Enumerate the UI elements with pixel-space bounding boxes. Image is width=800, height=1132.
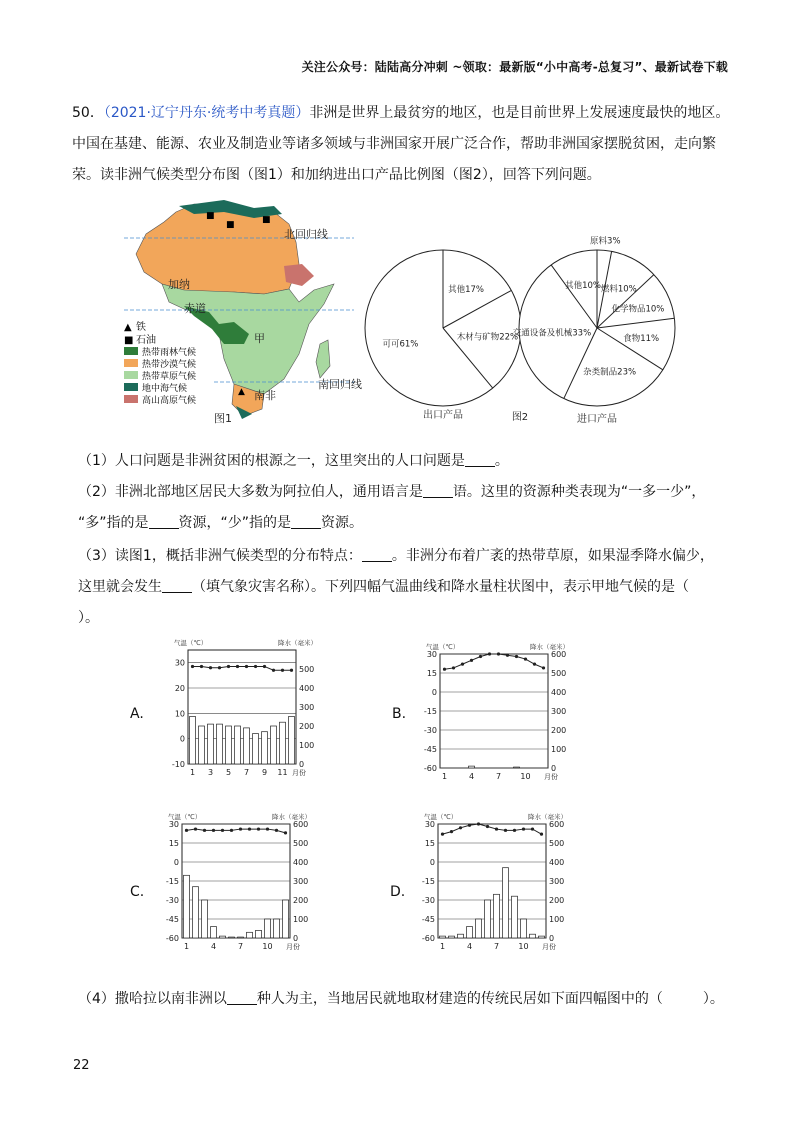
answer-blank[interactable]: [423, 483, 453, 498]
month-tick-label: 1: [441, 772, 448, 781]
precip-bar: [265, 919, 271, 938]
temp-tick-label: 0: [431, 688, 437, 697]
temp-point: [212, 829, 215, 832]
precip-bar: [202, 900, 208, 938]
precip-bar: [476, 919, 482, 938]
month-tick-label: 1: [189, 768, 196, 777]
month-tick-label: 11: [277, 768, 288, 777]
temp-tick-label: 0: [173, 858, 179, 867]
temp-tick-label: 15: [426, 669, 437, 678]
svg-text:热带草原气候: 热带草原气候: [142, 372, 197, 382]
climate-chart-c: [162, 810, 332, 960]
precip-bar: [271, 726, 277, 764]
temp-tick-label: -15: [423, 707, 437, 716]
month-tick-label: 1: [439, 942, 446, 951]
temp-point: [477, 822, 480, 825]
temp-tick-label: 0: [179, 734, 185, 744]
svg-text:热带沙漠气候: 热带沙漠气候: [142, 360, 197, 370]
label-equator: 赤道: [184, 302, 206, 315]
answer-blank[interactable]: [162, 578, 192, 593]
temp-point: [506, 654, 509, 657]
temp-point: [497, 652, 500, 655]
temp-tick-label: -30: [165, 896, 179, 905]
temp-point: [513, 829, 516, 832]
map-caption: 图1: [214, 412, 232, 425]
temp-point: [486, 825, 489, 828]
temp-point: [191, 665, 194, 668]
precip-tick-label: 600: [293, 820, 309, 829]
pie-slice-label: 杂类制品23%: [583, 367, 637, 378]
temp-point: [221, 829, 224, 832]
temp-tick-label: -30: [421, 896, 435, 905]
precip-bar: [530, 934, 536, 938]
sub-question-3: （3）读图1，概括非洲气候类型的分布特点： 。非洲分布着广袤的热带草原，如果湿季降水偏少， 这里就会发生 （填气象灾害名称）。下列四幅气温曲线和降水量柱状图中，表示甲地气候的是（ ）。: [78, 548, 714, 626]
precip-tick-label: 400: [551, 688, 567, 697]
temp-point: [450, 830, 453, 833]
precip-bar: [184, 875, 190, 938]
precip-bar: [289, 717, 295, 765]
temp-point: [281, 669, 284, 672]
precip-bar: [220, 936, 226, 938]
question-source: （2021·辽宁丹东·统考中考真题）: [103, 105, 310, 121]
pie-slice-label: 原料3%: [590, 236, 621, 247]
temp-point: [263, 665, 266, 668]
temp-tick-label: -15: [421, 877, 435, 886]
sub-question-4: （4）撒哈拉以南非洲以 种人为主，当地居民就地取材建造的传统民居如下面四幅图中的（ ）。: [78, 991, 724, 1007]
precip-bar: [467, 927, 473, 938]
temp-point: [515, 655, 518, 658]
precip-bar: [485, 900, 491, 938]
precip-bar: [521, 919, 527, 938]
label-south-tropic: 南回归线: [318, 378, 362, 391]
temp-point: [468, 824, 471, 827]
precip-tick-label: 600: [549, 820, 565, 829]
temp-tick-label: 10: [174, 709, 185, 719]
month-tick-label: 10: [518, 942, 529, 951]
svg-text:▲: ▲: [124, 322, 132, 333]
precip-bar: [199, 726, 205, 764]
temp-point: [239, 827, 242, 830]
sub-question-1: （1）人口问题是非洲贫困的根源之一，这里突出的人口问题是 。: [78, 453, 509, 469]
precip-tick-label: 0: [549, 934, 555, 943]
temp-tick-label: -45: [423, 745, 437, 754]
svg-text:高山高原气候: 高山高原气候: [142, 396, 197, 406]
precip-tick-label: 500: [293, 839, 309, 848]
temp-tick-label: 30: [424, 820, 435, 829]
temp-point: [266, 827, 269, 830]
temp-point: [470, 659, 473, 662]
svg-text:铁: 铁: [136, 322, 146, 333]
temp-tick-label: -60: [423, 764, 437, 773]
month-axis-label: 月份: [286, 943, 300, 951]
temp-curve: [187, 829, 286, 833]
precip-bar: [217, 724, 223, 764]
precip-bar: [256, 930, 262, 938]
temp-tick-label: -15: [165, 877, 179, 886]
month-tick-label: 7: [237, 942, 244, 951]
pie-slice-label: 化学物品10%: [611, 304, 665, 315]
temp-tick-label: 15: [168, 839, 179, 848]
temp-point: [533, 663, 536, 666]
temp-curve: [193, 666, 292, 670]
temp-point: [524, 657, 527, 660]
precip-bar: [503, 868, 509, 938]
temp-point: [540, 833, 543, 836]
option-a-label[interactable]: A.: [130, 706, 144, 722]
month-tick-label: 7: [493, 942, 500, 951]
temp-axis-label: 气温（℃）: [174, 639, 208, 647]
precip-tick-label: 600: [551, 650, 567, 659]
month-axis-label: 月份: [542, 943, 556, 951]
option-d-label[interactable]: D.: [390, 884, 406, 900]
precip-axis-label: 降水（毫米）: [272, 813, 311, 821]
temp-point: [504, 829, 507, 832]
precip-tick-label: 100: [551, 745, 567, 754]
precip-tick-label: 500: [551, 669, 567, 678]
svg-text:石油: 石油: [136, 335, 156, 346]
pie-slice-label: 交通设备及机械33%: [512, 328, 592, 339]
pie-slice-label: 食物11%: [623, 333, 660, 344]
precip-tick-label: 400: [293, 858, 309, 867]
temp-tick-label: 30: [426, 650, 437, 659]
label-jia: 甲: [254, 332, 265, 345]
precip-tick-label: 400: [549, 858, 565, 867]
precip-bar: [440, 936, 446, 938]
pies-caption: 图2: [511, 412, 529, 423]
temp-axis-label: 气温（℃）: [424, 813, 458, 821]
temp-point: [203, 829, 206, 832]
precip-bar: [226, 726, 232, 764]
temp-point: [452, 666, 455, 669]
precip-tick-label: 100: [299, 741, 315, 750]
precip-tick-label: 500: [549, 839, 565, 848]
precip-bar: [512, 896, 518, 938]
temp-axis-label: 气温（℃）: [426, 643, 460, 651]
precip-tick-label: 500: [299, 665, 315, 674]
label-ghana: 加纳: [168, 278, 190, 291]
month-tick-label: 7: [243, 768, 250, 777]
precip-bar: [280, 722, 286, 764]
temp-point: [522, 827, 525, 830]
temp-point: [272, 669, 275, 672]
temp-point: [185, 829, 188, 832]
climate-chart-a: [168, 636, 328, 786]
pie-slice-label: 其他10%: [565, 280, 601, 291]
month-tick-label: 1: [183, 942, 190, 951]
temp-tick-label: -45: [421, 915, 435, 924]
precip-bar: [235, 726, 241, 764]
temp-point: [254, 665, 257, 668]
precip-bar: [458, 934, 464, 938]
month-tick-label: 4: [468, 772, 475, 781]
question-intro: 50．（2021·辽宁丹东·统考中考真题）非洲是世界上最贫穷的地区，也是目前世界上发展速度最快的地区。 中国在基建、能源、农业及制造业等诸多领域与非洲国家开展广泛合作，帮助非洲国家摆脱贫困，走向繁 荣。读非洲气候类型分布图（图1）和加纳进出口产品比例图（图2），回答下列问题。: [72, 105, 730, 183]
precip-axis-label: 降水（毫米）: [528, 813, 567, 821]
precip-bar: [193, 887, 199, 938]
month-axis-label: 月份: [292, 769, 306, 777]
precip-bar: [238, 937, 244, 938]
climate-chart-b: [420, 640, 590, 790]
svg-text:▲: ▲: [238, 387, 245, 397]
temp-point: [209, 666, 212, 669]
precip-tick-label: 400: [299, 684, 315, 693]
precip-tick-label: 300: [549, 877, 565, 886]
precip-tick-label: 100: [293, 915, 309, 924]
sub-question-2: （2）非洲北部地区居民大多数为阿拉伯人，通用语言是 语。这里的资源种类表现为“一多一少”， “多”指的是 资源，“少”指的是 资源。: [78, 484, 706, 531]
question-number: 50．: [72, 105, 104, 121]
month-tick-label: 10: [520, 772, 531, 781]
precip-tick-label: 300: [551, 707, 567, 716]
temp-point: [479, 655, 482, 658]
temp-point: [275, 829, 278, 832]
temp-curve: [445, 654, 544, 669]
precip-bar: [211, 927, 217, 938]
month-axis-label: 月份: [544, 773, 558, 781]
precip-tick-label: 200: [549, 896, 565, 905]
temp-tick-label: -10: [171, 760, 185, 769]
pie-slice-label: 燃料10%: [600, 284, 637, 295]
precip-bar: [274, 919, 280, 938]
svg-text:■: ■: [206, 211, 215, 221]
answer-blank[interactable]: [362, 547, 392, 562]
temp-point: [495, 827, 498, 830]
pie-slice-label: 可可61%: [382, 339, 419, 350]
precip-bar: [539, 936, 545, 938]
precip-bar: [190, 717, 196, 765]
temp-point: [441, 833, 444, 836]
temp-tick-label: -60: [165, 934, 179, 943]
temp-point: [284, 831, 287, 834]
temp-point: [248, 827, 251, 830]
precip-bar: [229, 937, 235, 938]
answer-blank[interactable]: [149, 514, 179, 529]
precip-tick-label: 0: [299, 760, 305, 769]
month-tick-label: 9: [261, 768, 268, 777]
temp-point: [542, 666, 545, 669]
temp-tick-label: 30: [168, 820, 179, 829]
svg-text:■: ■: [124, 335, 134, 346]
temp-curve: [443, 824, 542, 834]
temp-point: [230, 829, 233, 832]
month-tick-label: 4: [466, 942, 473, 951]
temp-tick-label: 0: [429, 858, 435, 867]
precip-bar: [514, 767, 520, 768]
temp-point: [488, 652, 491, 655]
precip-axis-label: 降水（毫米）: [530, 643, 569, 651]
africa-climate-map: [124, 194, 362, 426]
temp-point: [443, 668, 446, 671]
precip-bar: [494, 894, 500, 938]
temp-point: [200, 665, 203, 668]
precip-bar: [449, 936, 455, 938]
precip-tick-label: 300: [293, 877, 309, 886]
temp-point: [194, 827, 197, 830]
temp-tick-label: -30: [423, 726, 437, 735]
map-legend: [124, 320, 196, 406]
option-b-label[interactable]: B.: [392, 706, 407, 722]
month-tick-label: 4: [210, 942, 217, 951]
precip-bar: [244, 728, 250, 764]
pie-title: 进口产品: [577, 414, 617, 425]
month-tick-label: 10: [262, 942, 273, 951]
temp-tick-label: 30: [174, 658, 185, 668]
answer-blank[interactable]: [227, 990, 257, 1005]
precip-tick-label: 200: [293, 896, 309, 905]
precip-bar: [469, 766, 475, 768]
month-tick-label: 5: [225, 768, 232, 777]
label-south-africa: 南非: [254, 389, 276, 402]
trade-pie-charts: [355, 236, 685, 430]
option-c-label[interactable]: C.: [130, 884, 145, 900]
precip-tick-label: 300: [299, 703, 315, 712]
temp-point: [218, 666, 221, 669]
precip-bar: [253, 734, 259, 764]
temp-point: [461, 663, 464, 666]
temp-tick-label: 15: [424, 839, 435, 848]
temp-axis-label: 气温（℃）: [168, 813, 202, 821]
svg-text:■: ■: [262, 215, 271, 225]
temp-point: [245, 665, 248, 668]
precip-bar: [262, 732, 268, 764]
temp-point: [531, 827, 534, 830]
madagascar: [316, 340, 330, 378]
month-tick-label: 3: [207, 768, 214, 777]
precip-tick-label: 200: [551, 726, 567, 735]
precip-bar: [247, 932, 253, 938]
climate-chart-d: [418, 810, 588, 960]
temp-tick-label: -60: [421, 934, 435, 943]
pie-slice-label: 其他17%: [448, 285, 484, 296]
desert-region: [136, 204, 299, 294]
month-tick-label: 7: [495, 772, 502, 781]
precip-tick-label: 0: [293, 934, 299, 943]
precip-tick-label: 0: [551, 764, 557, 773]
page-number: 22: [73, 1058, 90, 1073]
answer-blank[interactable]: [465, 452, 495, 467]
pie-slice-label: 木材与矿物22%: [456, 332, 519, 343]
page-header: 关注公众号：陆陆高分冲刺 ~领取：最新版“小中高考-总复习”、最新试卷下载: [301, 60, 728, 74]
temp-tick-label: -45: [165, 915, 179, 924]
pie-title: 出口产品: [423, 410, 463, 421]
temp-point: [236, 665, 239, 668]
precip-axis-label: 降水（毫米）: [278, 639, 317, 647]
svg-text:热带雨林气候: 热带雨林气候: [142, 348, 197, 358]
temp-tick-label: 20: [174, 684, 185, 693]
label-north-tropic: 北回归线: [284, 228, 328, 241]
precip-bar: [208, 724, 214, 764]
precip-tick-label: 100: [549, 915, 565, 924]
temp-point: [459, 826, 462, 829]
temp-point: [257, 827, 260, 830]
svg-text:■: ■: [226, 220, 235, 230]
temp-point: [227, 665, 230, 668]
precip-bar: [283, 900, 289, 938]
precip-tick-label: 200: [299, 722, 315, 731]
answer-blank[interactable]: [291, 514, 321, 529]
svg-text:地中海气候: 地中海气候: [142, 384, 188, 394]
temp-point: [290, 669, 293, 672]
